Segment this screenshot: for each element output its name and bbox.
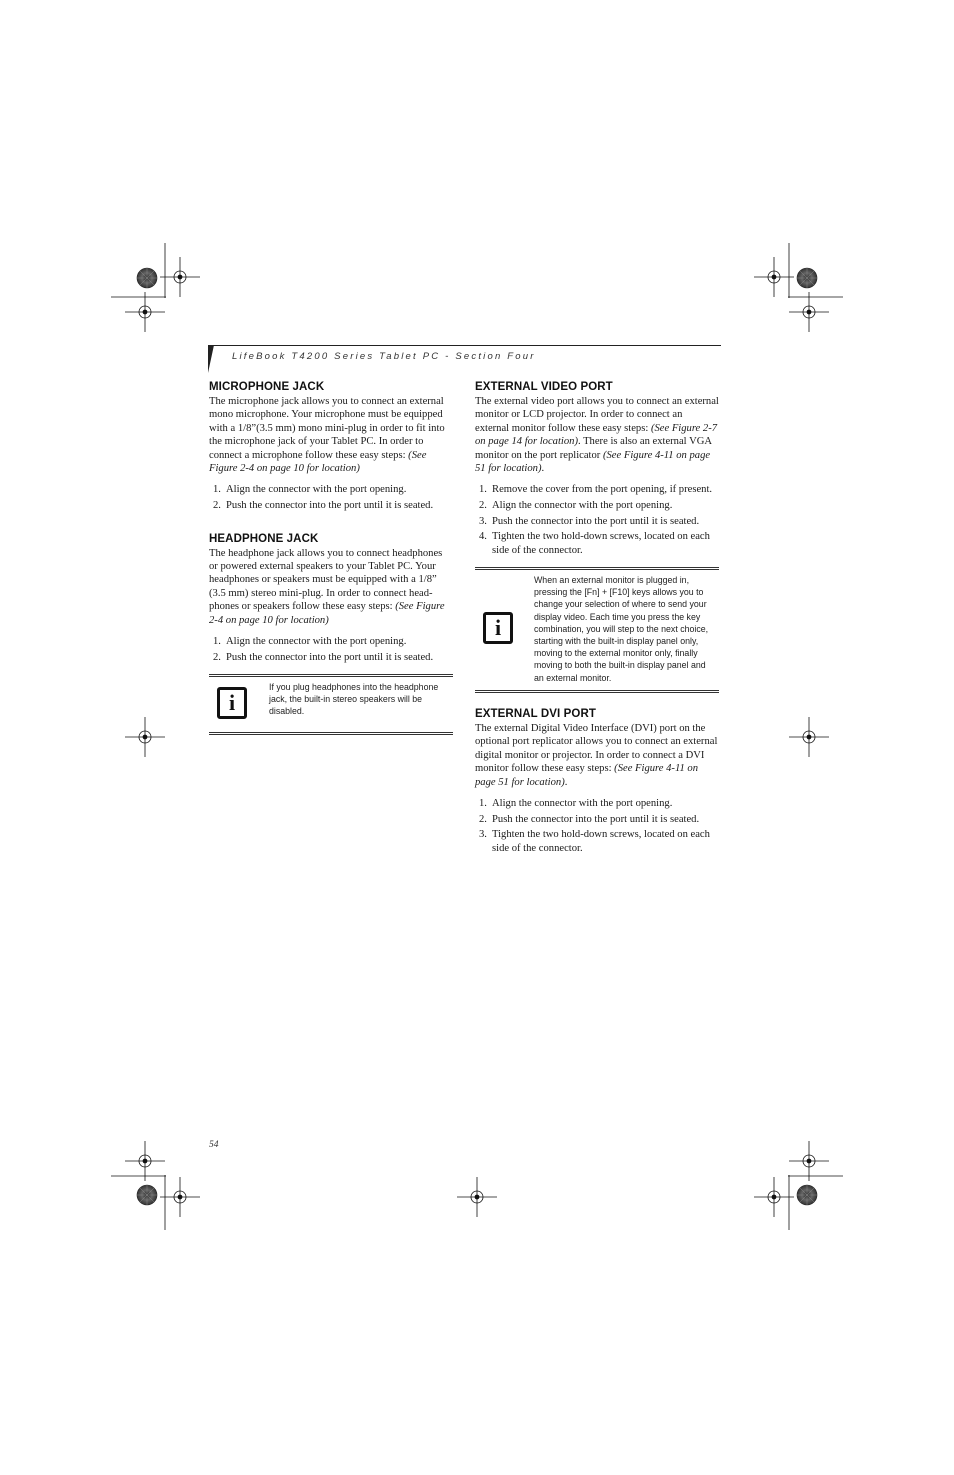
step-text: Push the connector into the port until it is seated. xyxy=(226,651,434,663)
list-item xyxy=(475,828,719,855)
list-item xyxy=(209,635,453,648)
step-number: 4. xyxy=(479,531,487,543)
header-rule xyxy=(209,345,721,346)
list-item xyxy=(475,813,719,826)
headphone-jack-body xyxy=(209,547,453,627)
external-video-replicator-ref: (See Figure 4-11 on page 51 for location) xyxy=(475,449,711,475)
microphone-jack-steps xyxy=(209,483,453,512)
external-monitor-note-box xyxy=(475,567,719,693)
running-header: LifeBook T4200 Series Tablet PC - Section Four xyxy=(232,351,536,362)
header-accent-mark xyxy=(208,345,214,373)
external-video-port-body xyxy=(475,395,719,475)
step-text: Align the connector with the port opening. xyxy=(492,500,673,512)
step-number: 1. xyxy=(479,484,487,496)
external-dvi-port-body xyxy=(475,722,719,789)
external-dvi-steps xyxy=(475,797,719,855)
step-number: 2. xyxy=(213,500,221,512)
step-number: 1. xyxy=(213,636,221,648)
headphone-note-text: If you plug headphones into the headphone jack, the built-in stereo speakers will be disabled. xyxy=(269,682,439,717)
headphone-jack-text: The headphone jack allows you to connect headphones or powered external speakers to your Tablet PC. Your headphones or speakers must be equipped with a 1/8” (3.5 mm) stereo mini-plug. In order to connect head-phones or speakers follow these easy steps: xyxy=(209,547,443,613)
microphone-jack-text: The microphone jack allows you to connect an external mono microphone. Your microphone must be equipped with a 1/8”(3.5 mm) mono mini-plug in order to fit into the microphone jack of your Tablet PC. In order to connect a microphone follow these easy steps: xyxy=(209,396,445,461)
step-text: Align the connector with the port opening. xyxy=(226,636,407,648)
step-text: Push the connector into the port until it is seated. xyxy=(226,500,434,512)
headphone-jack-steps xyxy=(209,635,453,664)
step-number: 1. xyxy=(213,484,221,496)
page-number: 54 xyxy=(209,1140,219,1150)
external-video-port-heading: EXTERNAL VIDEO PORT xyxy=(475,381,613,393)
step-text: Push the connector into the port until it is seated. xyxy=(492,813,700,825)
external-dvi-figure-ref: (See Figure 4-11 on page 51 for location) xyxy=(475,763,699,788)
left-column xyxy=(209,381,453,735)
external-video-text: The external video port allows you to connect an external monitor or LCD projector. In order to connect an external monitor follow these easy steps: xyxy=(475,396,719,434)
step-text: Tighten the two hold-down screws, located on each side of the connector. xyxy=(492,829,710,854)
headphone-jack-figure-ref: (See Figure 2-4 on page 10 for location) xyxy=(209,601,445,626)
step-text: Align the connector with the port opening. xyxy=(492,798,673,810)
external-video-port-section xyxy=(475,381,719,693)
step-text: Remove the cover from the port opening, if present. xyxy=(492,484,713,496)
list-item xyxy=(475,515,719,528)
external-dvi-port-heading: EXTERNAL DVI PORT xyxy=(475,708,596,721)
headphone-note-box xyxy=(209,674,453,735)
external-dvi-port-section xyxy=(475,708,719,855)
step-number: 3. xyxy=(479,829,487,841)
external-video-period: . xyxy=(541,463,545,475)
headphone-jack-section xyxy=(209,533,453,735)
external-video-steps xyxy=(475,483,719,557)
right-column xyxy=(475,381,719,857)
step-number: 3. xyxy=(479,515,487,527)
step-number: 2. xyxy=(479,500,487,512)
step-number: 2. xyxy=(213,651,221,663)
list-item xyxy=(475,797,719,810)
external-dvi-period: . xyxy=(564,776,568,788)
list-item xyxy=(209,651,453,664)
step-text: Push the connector into the port until it is seated. xyxy=(492,515,700,527)
headphone-jack-heading: HEADPHONE JACK xyxy=(209,532,319,545)
external-dvi-text: The external Digital Video Interface (DVI) port on the optional port replicator allows you to connect an external digital monitor or projector. In order to connect a DVI monitor follow these easy steps: xyxy=(475,723,718,775)
microphone-jack-section xyxy=(209,381,453,512)
list-item xyxy=(209,499,453,512)
step-number: 2. xyxy=(479,813,487,825)
list-item xyxy=(209,483,453,496)
step-number: 1. xyxy=(479,798,487,810)
list-item xyxy=(475,499,719,512)
info-icon: i xyxy=(483,612,513,644)
list-item xyxy=(475,483,719,496)
step-text: Tighten the two hold-down screws, located on each side of the connector. xyxy=(492,531,710,556)
microphone-jack-figure-ref: (See Figure 2-4 on page 10 for location) xyxy=(209,449,427,475)
list-item xyxy=(475,530,719,557)
microphone-jack-body xyxy=(209,395,453,475)
external-video-figure-ref: (See Figure 2-7 on page 14 for location) xyxy=(475,422,718,448)
external-monitor-note-text: When an external monitor is plugged in, pressing the [Fn] + [F10] keys allows you to change your selection of where to send your display video. Each time you press the key combination, you will step to the next choice, starting with the built-in display panel only, moving to the external monitor only, finally moving to both the built-in display panel and an external monitor. xyxy=(534,575,709,683)
microphone-jack-heading: MICROPHONE JACK xyxy=(209,381,325,393)
external-video-text-vga: . There is also an external VGA monitor on the port replicator xyxy=(475,436,712,461)
info-icon: i xyxy=(217,687,247,719)
step-text: Align the connector with the port opening. xyxy=(226,484,407,496)
